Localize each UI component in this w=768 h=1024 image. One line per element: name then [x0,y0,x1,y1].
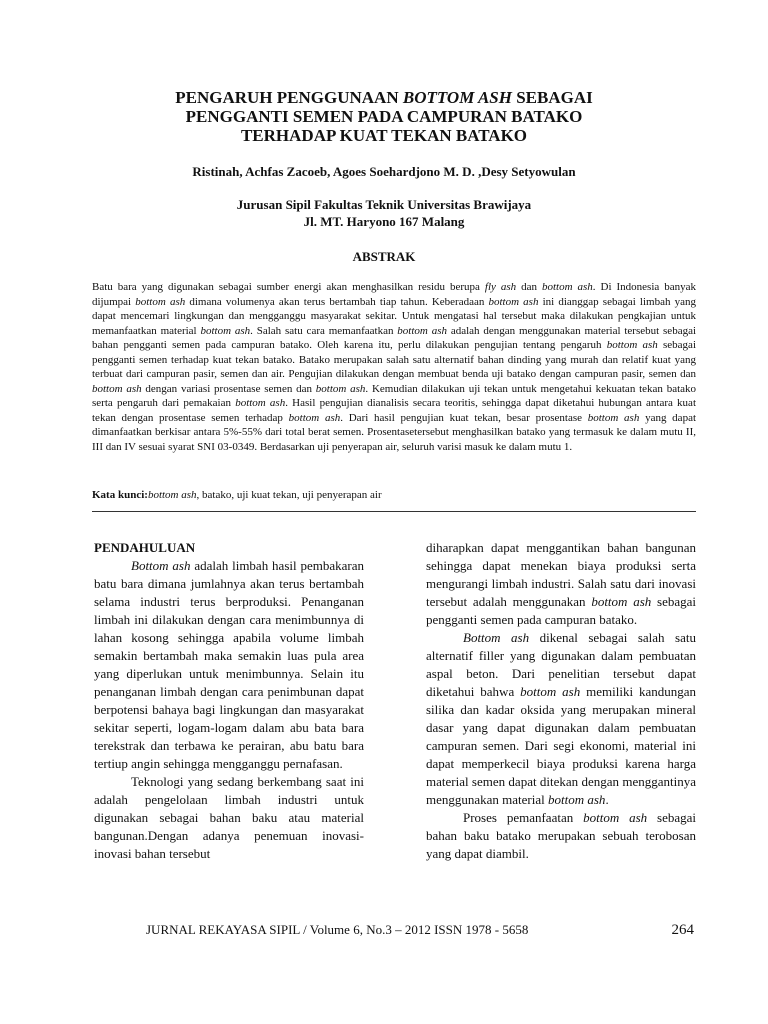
abstract-paragraph: Batu bara yang digunakan sebagai sumber energi akan menghasilkan residu berupa fly ash dan bottom ash. Di Indonesia banyak dijumpai bottom ash dimana volumenya akan terus bertambah tiap tahun. Keberadaan bottom ash ini dianggap sebagai limbah yang dapat mencemari lingkungan dan mengganggu masyarakat sekitar. Untuk mengatasi hal tersebut maka dilakukan pengkajian untuk memanfaatkan material bottom ash. Salah satu cara memanfaatkan bottom ash adalah dengan menggunakan material tersebut sebagai bahan pengganti semen pada campuran batako. Oleh karena itu, perlu dilakukan pengujian tentang pengaruh bottom ash sebagai pengganti semen terhadap kuat tekan batako. Batako merupakan salah satu alternatif bahan dinding yang murah dan relatif kuat yang terbuat dari campuran pasir, semen dan air. Pengujian dilakukan dengan membuat benda uji batako dengan campuran pasir, semen dan bottom ash dengan variasi prosentase semen dan bottom ash. Kemudian dilakukan uji tekan untuk mengetahui kekuatan tekan batako serta pengaruh dari pemakaian bottom ash. Hasil pengujian dianalisis secara teoritis, sehingga dapat diketahui hubungan antara kuat tekan dengan prosentase semen terhadap bottom ash. Dari hasil pengujian kuat tekan, besar prosentase bottom ash yang dapat dimanfaatkan berkisar antara 5%-55% dari total berat semen. Prosentasetersebut menghasilkan batako yang termasuk ke dalam mutu II, III dan IV sesuai syarat SNI 03-0349. Berdasarkan uji penyerapan air, seluruh varisi masuk ke dalam mutu 1. [92,281,697,453]
affiliation [80,196,688,230]
page-number: 264 [671,922,694,938]
title-line-1: PENGARUH PENGGUNAAN BOTTOM ASH SEBAGAI [175,88,593,107]
left-column [94,539,364,863]
title-line-2: PENGGANTI SEMEN PADA CAMPURAN BATAKO [185,107,583,126]
abstract-text [92,280,696,454]
keywords-label: Kata kunci: [92,489,148,501]
paragraph: Proses pemanfaatan bottom ash sebagai bahan baku batako merupakan sebuah terobosan yang dapat diambil. [426,810,696,861]
abstract-heading: ABSTRAK [352,249,416,264]
keywords: Kata kunci:bottom ash, batako, uji kuat tekan, uji penyerapan air [92,489,382,501]
section-divider [92,511,696,512]
section-heading: PENDAHULUAN [94,540,196,555]
affiliation-line-1: Jurusan Sipil Fakultas Teknik Universitas Brawijaya [236,197,532,212]
paragraph: diharapkan dapat menggantikan bahan bangunan sehingga dapat menekan biaya produksi serta mengurangi limbah industri. Salah satu dari inovasi tersebut adalah menggunakan bottom ash sebagai pengganti semen pada campuran batako. [426,540,697,627]
title-line-3: TERHADAP KUAT TEKAN BATAKO [240,126,528,145]
author-list: Ristinah, Achfas Zacoeb, Agoes Soehardjono M. D. ,Desy Setyowulan [192,164,576,179]
right-column [426,539,696,863]
paragraph: Bottom ash adalah limbah hasil pembakaran batu bara dimana jumlahnya akan terus bertambah selama industri terus berproduksi. Penanganan limbah ini dilakukan dengan cara menimbunnya di lahan kosong sehingga apabila volume limbah semakin bertambah maka semakin luas pula area yang diperlukan untuk menimbunnya. Selain itu penanganan limbah dengan cara penimbunan dapat berpotensi bahaya bagi lingkungan dan masyarakat sekitar seperti, logam-logam dalam abu bata bara terekstrak dan terbawa ke perairan, abu batu bara tertiup angin sehingga mengganggu pernafasan. [94,558,364,771]
paragraph: Bottom ash dikenal sebagai salah satu alternatif filler yang digunakan dalam pembuatan aspal beton. Dari penelitian tersebut dapat diketahui bahwa bottom ash memiliki kandungan silika dan kadar oksida yang merupakan mineral dasar yang dapat digunakan dalam pembuatan campuran semen. Dari segi ekonomi, material ini dapat memperkecil biaya produksi karena harga material semen dapat ditekan dengan menggantinya menggunakan material bottom ash. [426,630,696,807]
paper-title [80,88,688,145]
journal-citation: JURNAL REKAYASA SIPIL / Volume 6, No.3 – 2012 ISSN 1978 - 5658 [146,922,529,937]
affiliation-line-2: Jl. MT. Haryono 167 Malang [303,214,465,229]
paragraph: Teknologi yang sedang berkembang saat ini adalah pengelolaan limbah industri untuk digunakan sebagai bahan baku atau material bangunan.Dengan adanya penemuan inovasi-inovasi bahan tersebut [94,774,364,861]
